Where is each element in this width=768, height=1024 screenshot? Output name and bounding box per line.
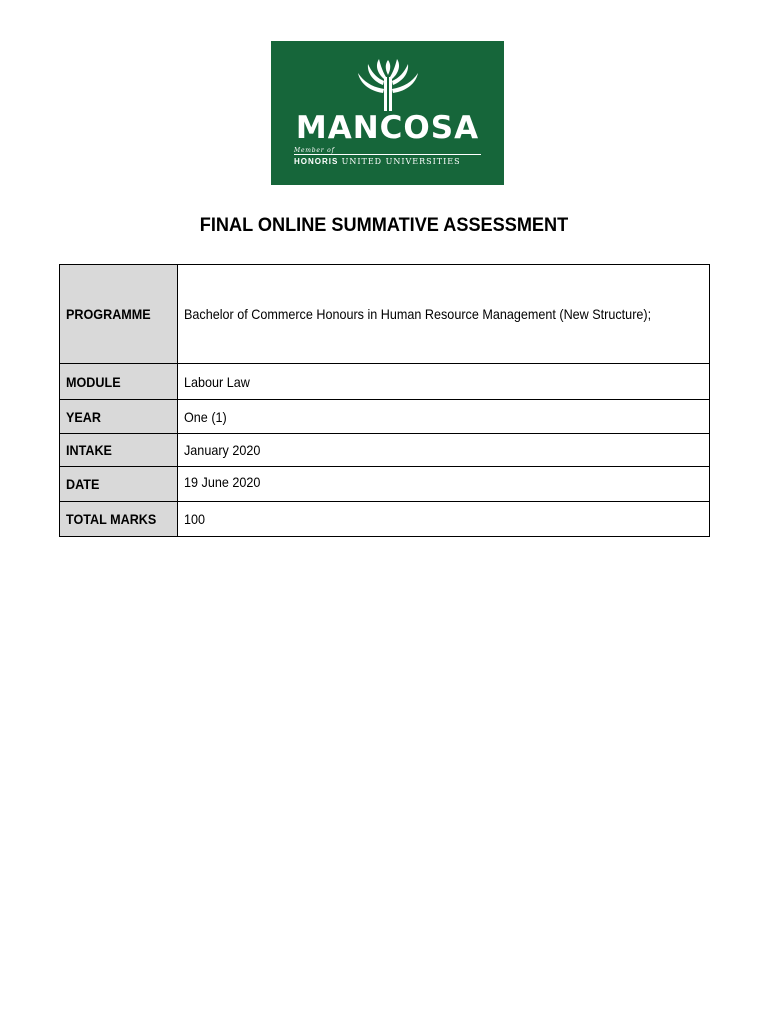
logo-wordmark: MANCOSA [295, 110, 480, 146]
mancosa-logo [271, 41, 504, 185]
row-label: INTAKE [60, 434, 178, 467]
row-label: TOTAL MARKS [60, 502, 178, 537]
row-value: 19 June 2020 [178, 467, 710, 502]
table-row [60, 502, 710, 537]
table-row [60, 265, 710, 364]
logo-network-line [294, 157, 461, 166]
table-row [60, 434, 710, 467]
row-label: YEAR [60, 400, 178, 434]
row-label: DATE [60, 467, 178, 502]
table-row [60, 400, 710, 434]
logo-network-rest: UNITED UNIVERSITIES [341, 157, 461, 166]
page-title: FINAL ONLINE SUMMATIVE ASSESSMENT [199, 214, 569, 236]
logo-network-brand: HONORIS [294, 157, 339, 166]
logo-member-of: Member of [294, 147, 335, 154]
row-value: One (1) [178, 400, 710, 434]
row-value: Labour Law [178, 364, 710, 400]
logo-divider [294, 154, 481, 155]
row-value: January 2020 [178, 434, 710, 467]
row-value: 100 [178, 502, 710, 537]
row-value: Bachelor of Commerce Honours in Human Resource Management (New Structure); [178, 265, 710, 364]
row-label: MODULE [60, 364, 178, 400]
row-label: PROGRAMME [60, 265, 178, 364]
assessment-info-table [59, 264, 710, 537]
table-row [60, 467, 710, 502]
tree-emblem-icon [357, 59, 419, 111]
table-row [60, 364, 710, 400]
